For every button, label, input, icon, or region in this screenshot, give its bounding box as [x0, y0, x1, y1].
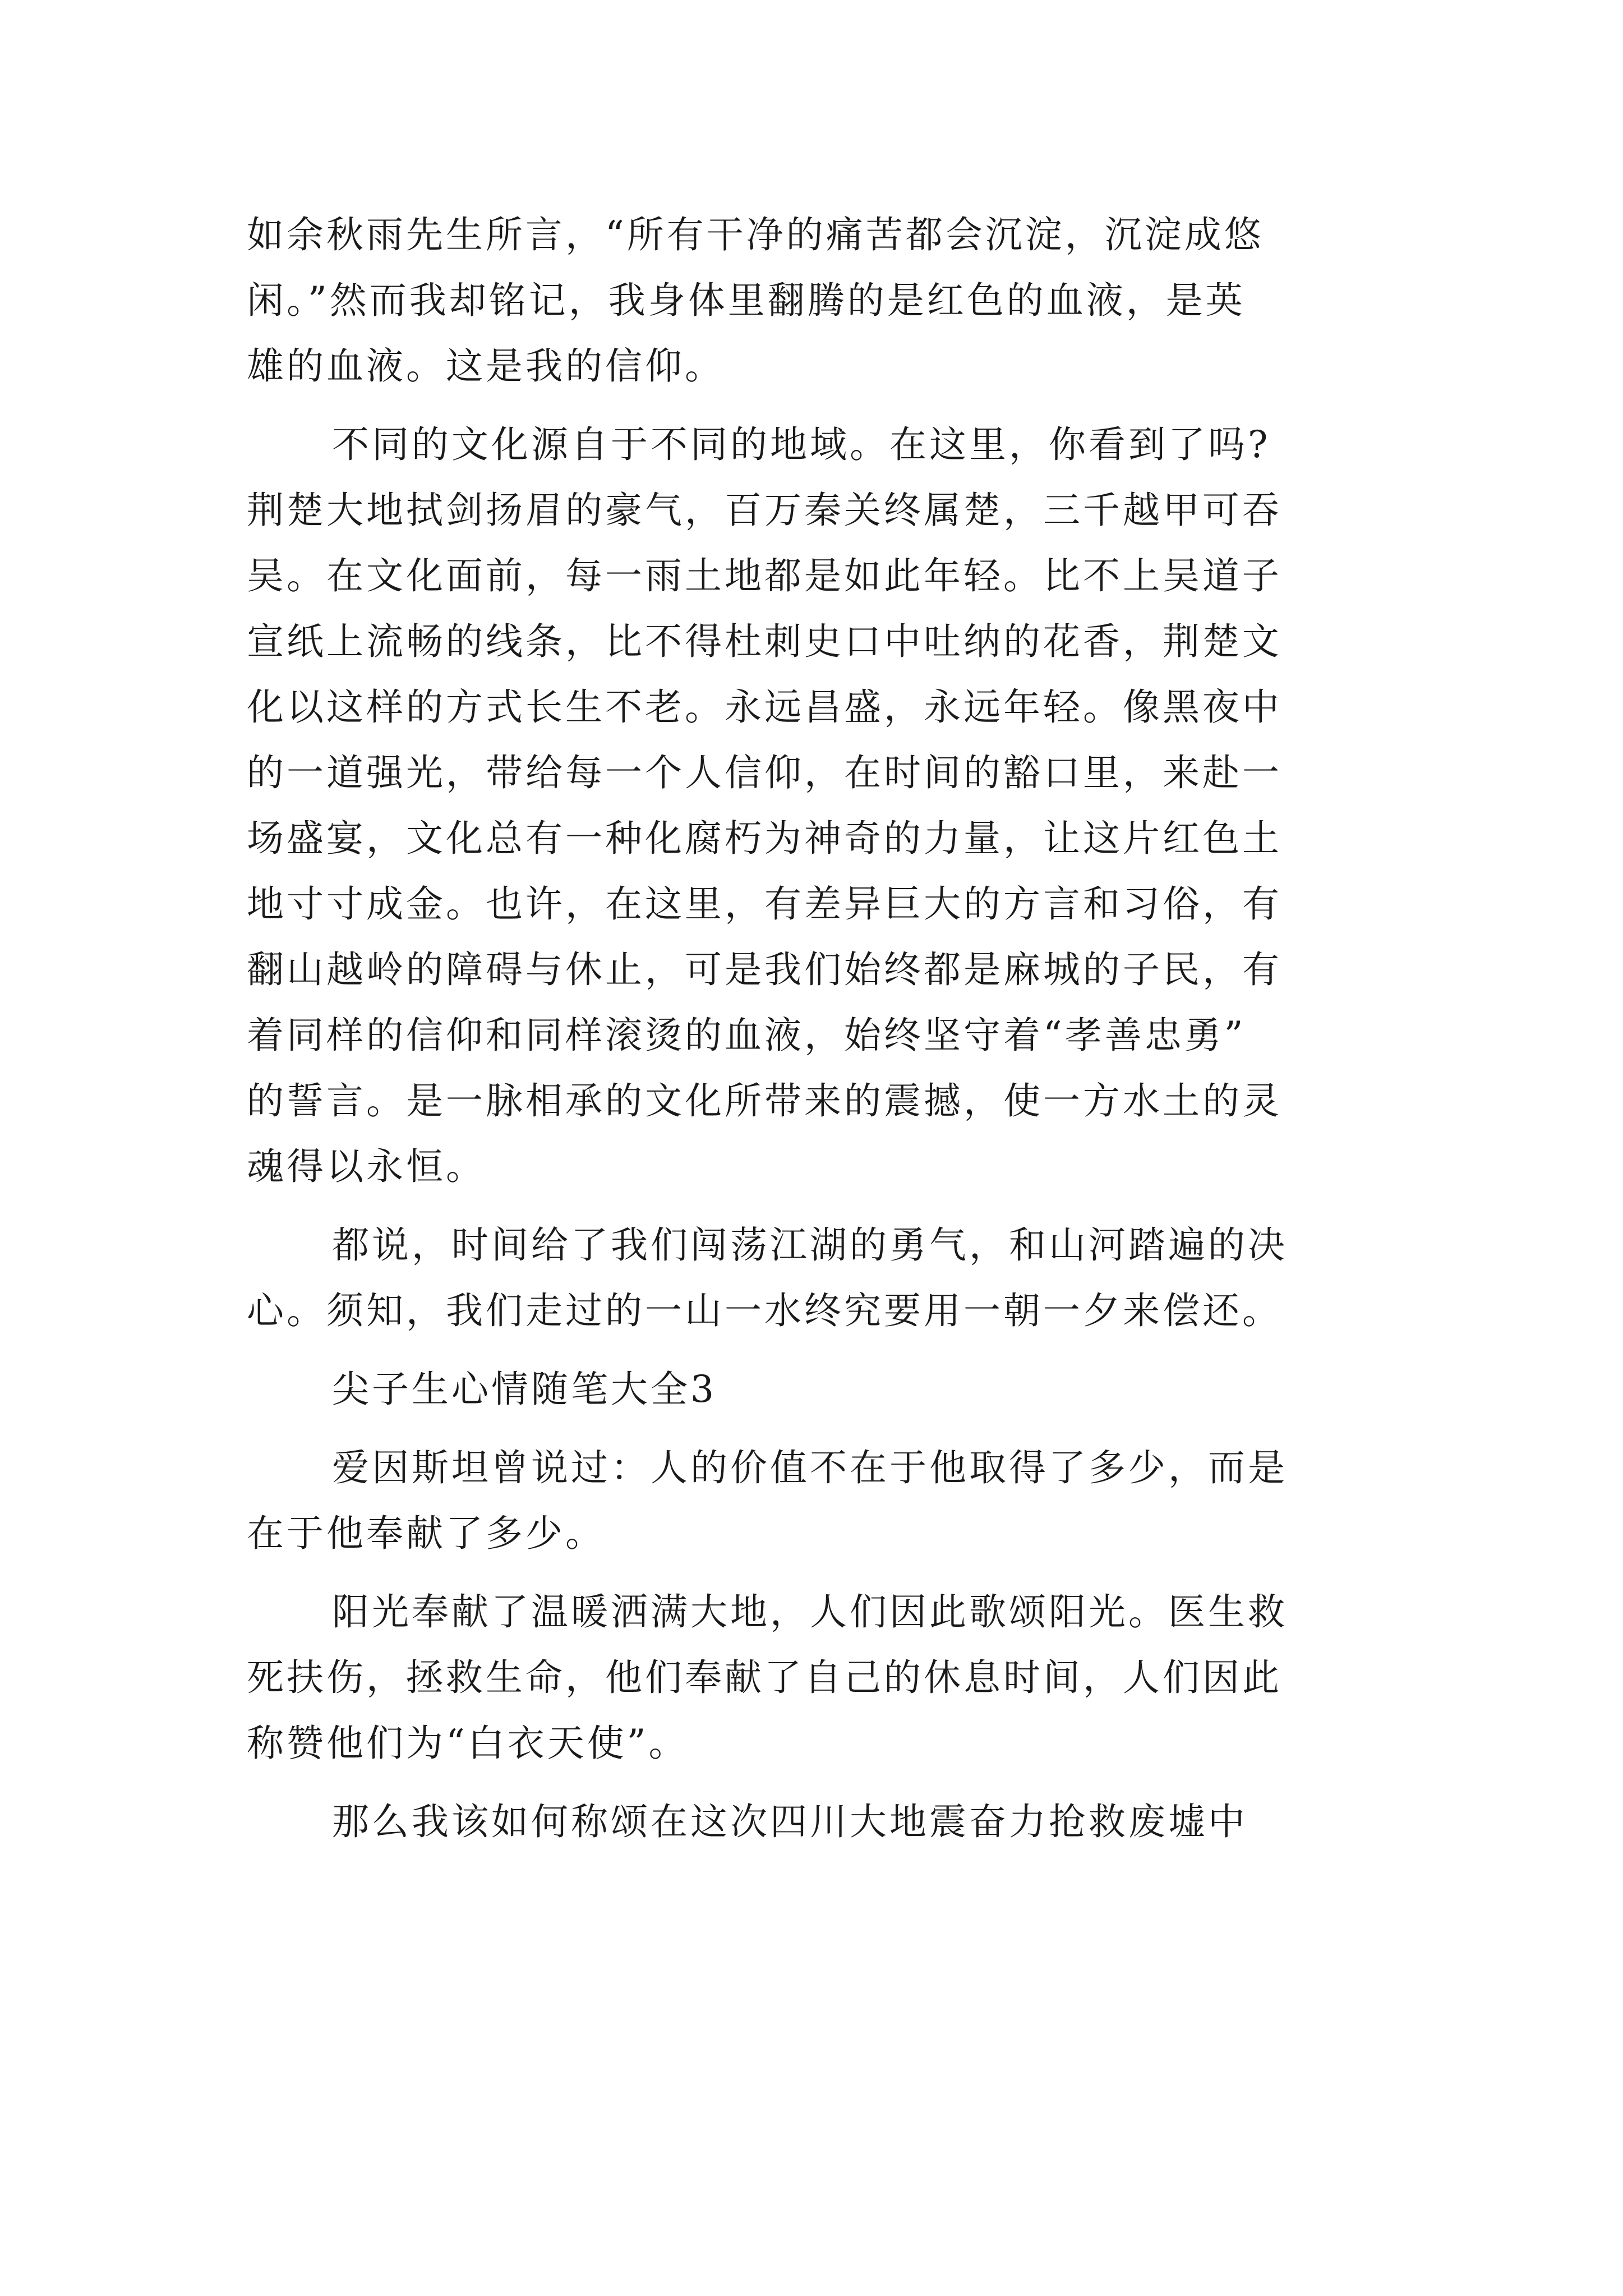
- text-line: 吴。在文化面前，每一雨土地都是如此年轻。比不上吴道子: [247, 554, 1282, 597]
- text-line: 闲。”然而我却铭记，我身体里翻腾的是红色的血液，是英: [247, 279, 1246, 322]
- paragraph: [247, 1789, 1385, 1855]
- text-line: 化以这样的方式长生不老。永远昌盛，永远年轻。像黑夜中: [247, 685, 1282, 729]
- text-line: 爱因斯坦曾说过：人的价值不在于他取得了多少，而是: [332, 1446, 1288, 1489]
- text-line: 场盛宴，文化总有一种化腐朽为神奇的力量，让这片红色土: [247, 817, 1282, 860]
- paragraph: [247, 202, 1385, 399]
- paragraph: [247, 1212, 1385, 1343]
- heading-line: 尖子生心情随笔大全3: [332, 1368, 717, 1411]
- paragraph: [247, 412, 1385, 1199]
- section-heading: [247, 1356, 1385, 1422]
- text-line: 魂得以永恒。: [247, 1145, 486, 1188]
- text-line: 着同样的信仰和同样滚烫的血液，始终坚守着“孝善忠勇”: [247, 1014, 1246, 1057]
- text-line: 心。须知，我们走过的一山一水终究要用一朝一夕来偿还。: [247, 1289, 1282, 1332]
- text-line: 雄的血液。这是我的信仰。: [247, 344, 725, 388]
- text-line: 宣纸上流畅的线条，比不得杜刺史口中吐纳的花香，荆楚文: [247, 620, 1282, 663]
- text-line: 死扶伤，拯救生命，他们奉献了自己的休息时间，人们因此: [247, 1656, 1282, 1699]
- text-line: 的一道强光，带给每一个人信仰，在时间的豁口里，来赴一: [247, 751, 1282, 794]
- text-line: 那么我该如何称颂在这次四川大地震奋力抢救废墟中: [332, 1800, 1248, 1843]
- text-line: 不同的文化源自于不同的地域。在这里，你看到了吗?: [332, 423, 1271, 466]
- paragraph: [247, 1435, 1385, 1566]
- text-line: 翻山越岭的障碍与休止，可是我们始终都是麻城的子民，有: [247, 948, 1282, 991]
- text-line: 地寸寸成金。也许，在这里，有差异巨大的方言和习俗，有: [247, 882, 1282, 926]
- text-line: 称赞他们为“白衣天使”。: [247, 1722, 689, 1765]
- text-line: 的誓言。是一脉相承的文化所带来的震撼，使一方水土的灵: [247, 1079, 1282, 1122]
- text-line: 如余秋雨先生所言，“所有干净的痛苦都会沉淀，沉淀成悠: [247, 213, 1264, 256]
- text-line: 荆楚大地拭剑扬眉的豪气，百万秦关终属楚，三千越甲可吞: [247, 489, 1282, 532]
- text-line: 阳光奉献了温暖洒满大地，人们因此歌颂阳光。医生救: [332, 1590, 1288, 1634]
- text-line: 都说，时间给了我们闯荡江湖的勇气，和山河踏遍的决: [332, 1223, 1288, 1267]
- paragraph: [247, 1579, 1385, 1776]
- document-body: [247, 202, 1385, 1867]
- text-line: 在于他奉献了多少。: [247, 1512, 605, 1555]
